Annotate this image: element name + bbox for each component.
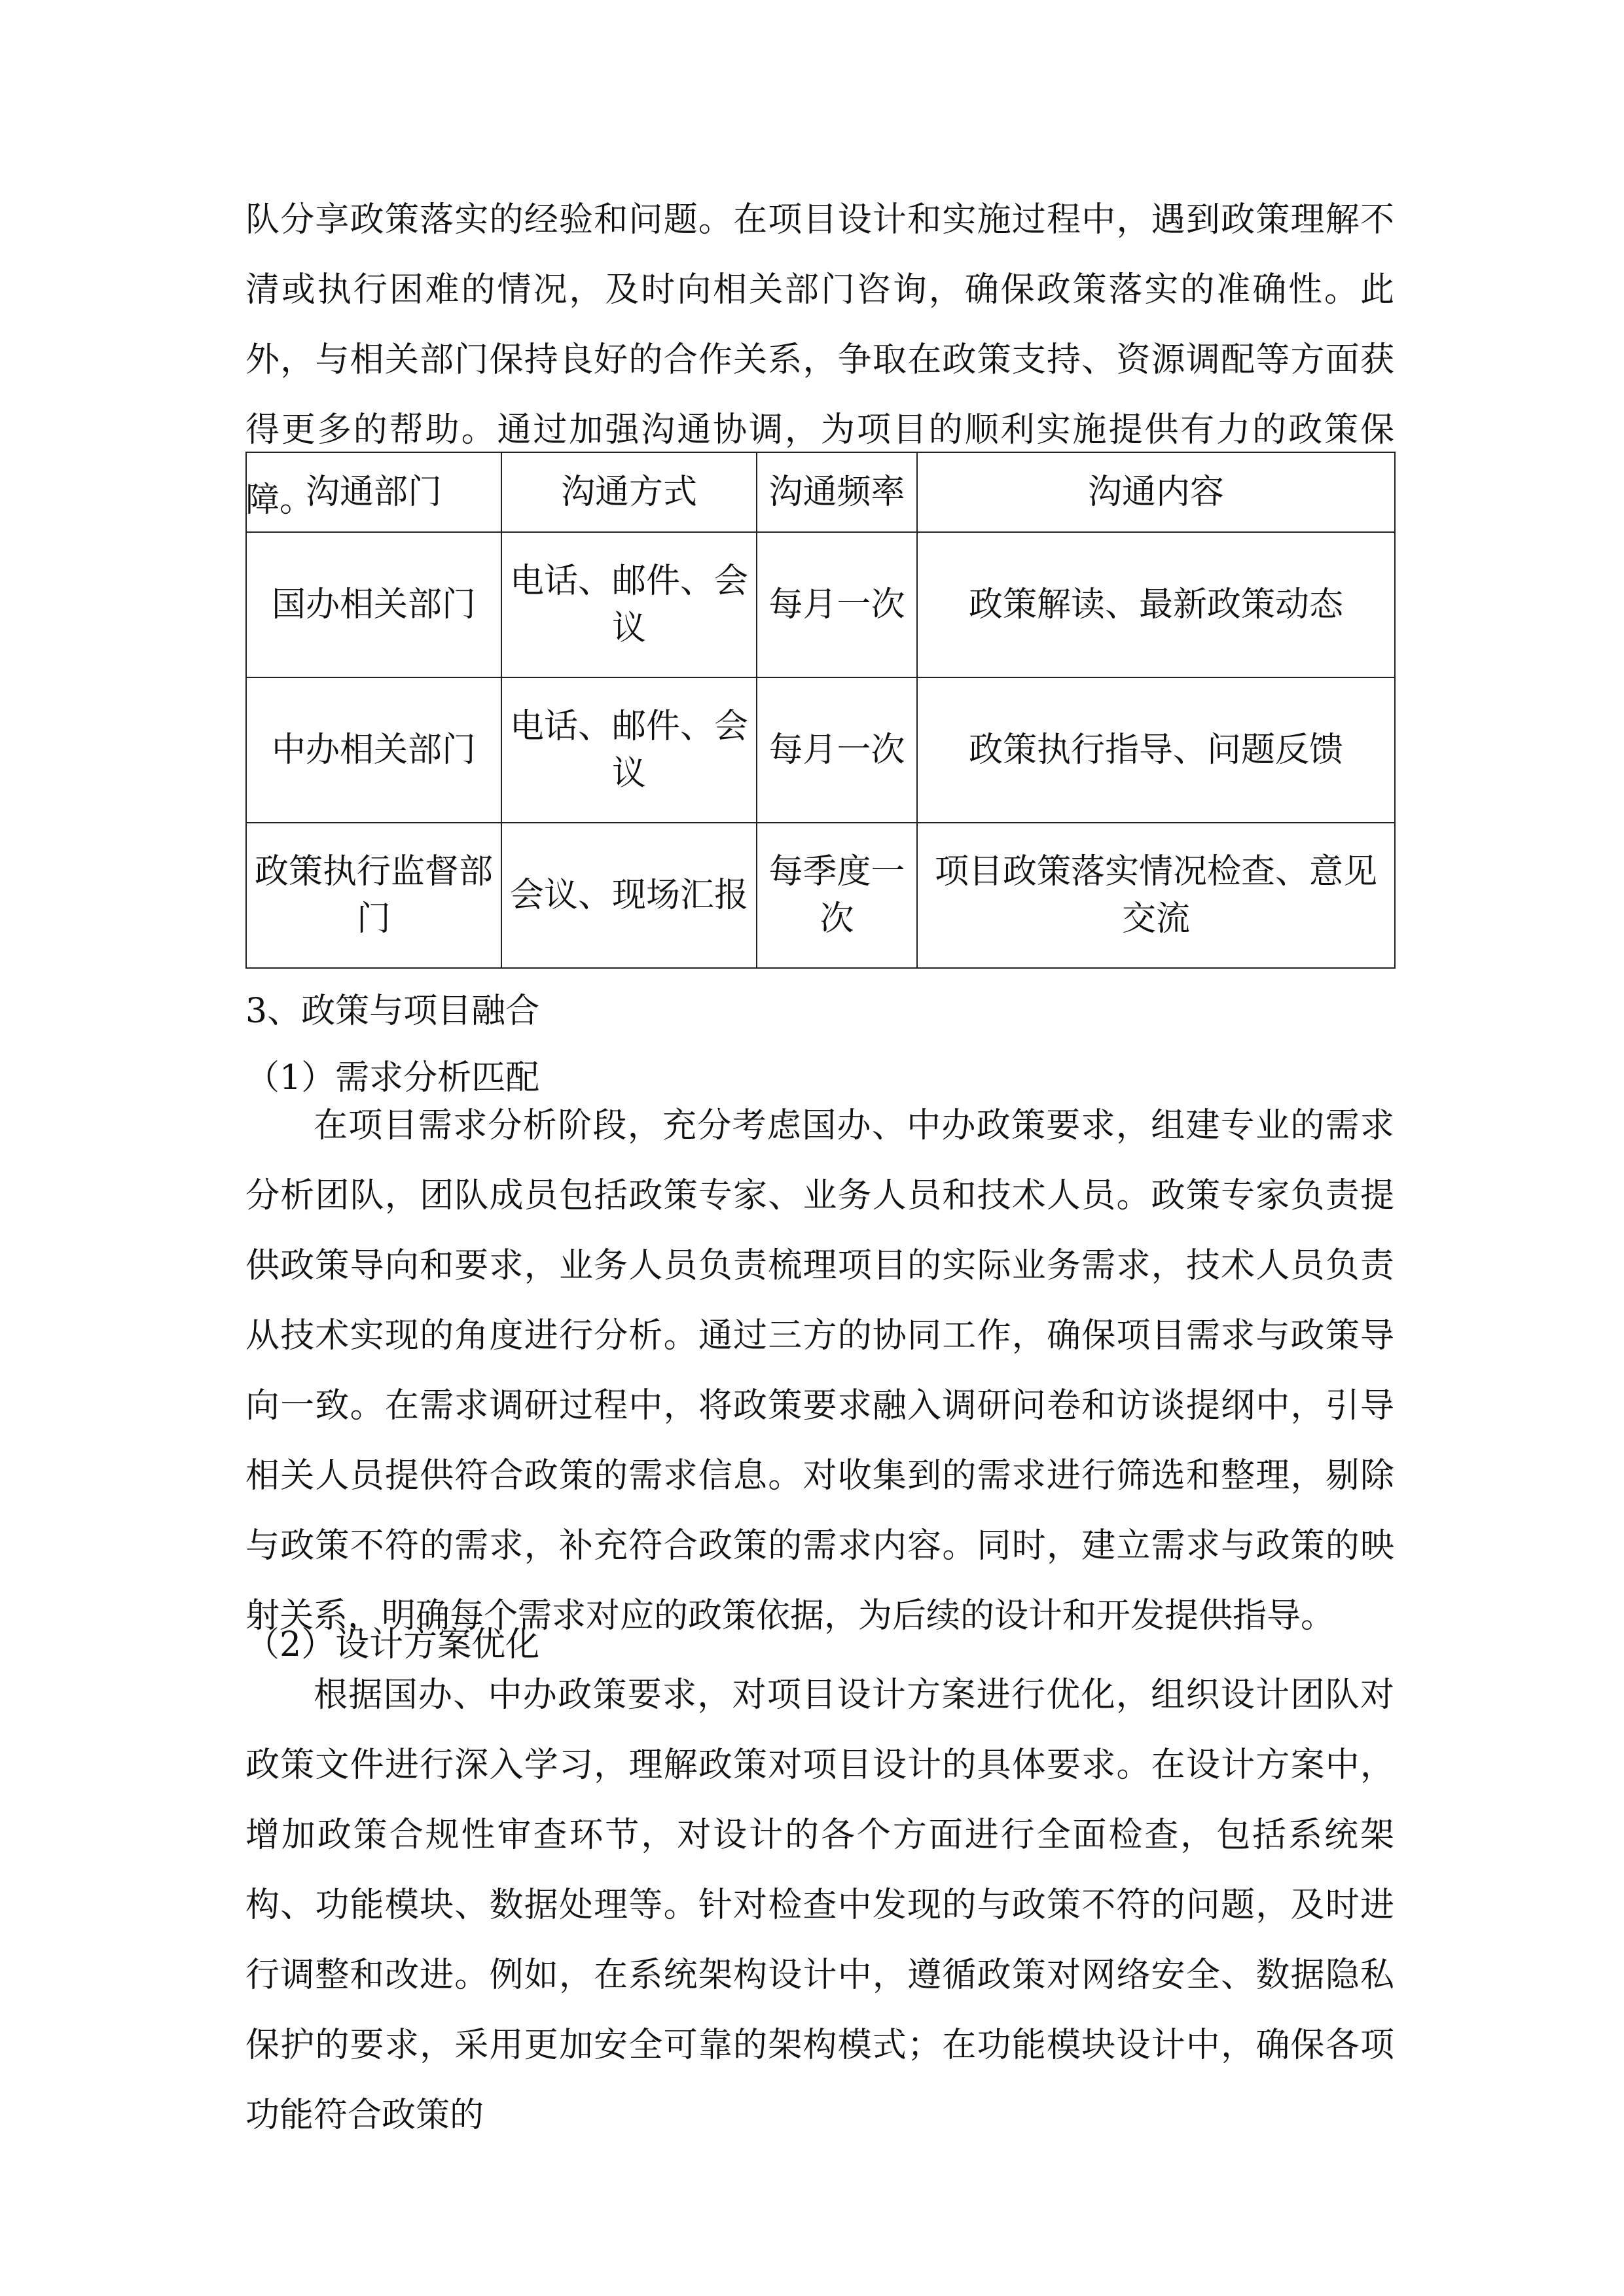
cell-content: 政策执行指导、问题反馈 bbox=[917, 677, 1395, 823]
subsection-1-paragraph: 在项目需求分析阶段，充分考虑国办、中办政策要求，组建专业的需求分析团队，团队成员包括政策专家、业务人员和技术人员。政策专家负责提供政策导向和要求，业务人员负责梳理项目的实际业务需求，技术人员负责从技术实现的角度进行分析。通过三方的协同工作，确保项目需求与政策导向一致。在需求调研过程中，将政策要求融入调研问卷和访谈提纲中，引导相关人员提供符合政策的需求信息。对收集到的需求进行筛选和整理，剔除与政策不符的需求，补充符合政策的需求内容。同时，建立需求与政策的映射关系，明确每个需求对应的政策依据，为后续的设计和开发提供指导。 bbox=[245, 1106, 1394, 1636]
cell-department: 国办相关部门 bbox=[246, 532, 501, 677]
cell-department: 中办相关部门 bbox=[246, 677, 501, 823]
table-header-row bbox=[246, 452, 1395, 532]
cell-frequency: 每月一次 bbox=[757, 677, 917, 823]
header-frequency: 沟通频率 bbox=[757, 452, 917, 532]
cell-content: 项目政策落实情况检查、意见交流 bbox=[917, 823, 1395, 968]
subsection-2-title: （2）设计方案优化 bbox=[245, 1625, 540, 1664]
cell-frequency: 每季度一次 bbox=[757, 823, 917, 968]
table-row bbox=[246, 677, 1395, 823]
communication-table bbox=[245, 452, 1396, 969]
table-row bbox=[246, 532, 1395, 677]
intro-paragraph: 队分享政策落实的经验和问题。在项目设计和实施过程中，遇到政策理解不清或执行困难的情况，及时向相关部门咨询，确保政策落实的准确性。此外，与相关部门保持良好的合作关系，争取在政策支持、资源调配等方面获得更多的帮助。通过加强沟通协调，为项目的顺利实施提供有力的政策保障。 bbox=[245, 200, 1394, 520]
table-row bbox=[246, 823, 1395, 968]
cell-method: 电话、邮件、会议 bbox=[501, 532, 757, 677]
section-3-title: 3、政策与项目融合 bbox=[245, 992, 540, 1031]
subsection-2-paragraph: 根据国办、中办政策要求，对项目设计方案进行优化，组织设计团队对政策文件进行深入学习，理解政策对项目设计的具体要求。在设计方案中，增加政策合规性审查环节，对设计的各个方面进行全面检查，包括系统架构、功能模块、数据处理等。针对检查中发现的与政策不符的问题，及时进行调整和改进。例如，在系统架构设计中，遵循政策对网络安全、数据隐私保护的要求，采用更加安全可靠的架构模式；在功能模块设计中，确保各项功能符合政策的 bbox=[245, 1676, 1394, 2135]
header-content: 沟通内容 bbox=[917, 452, 1395, 532]
cell-frequency: 每月一次 bbox=[757, 532, 917, 677]
cell-content: 政策解读、最新政策动态 bbox=[917, 532, 1395, 677]
subsection-1-title: （1）需求分析匹配 bbox=[245, 1058, 540, 1098]
cell-department: 政策执行监督部门 bbox=[246, 823, 501, 968]
cell-method: 电话、邮件、会议 bbox=[501, 677, 757, 823]
header-method: 沟通方式 bbox=[501, 452, 757, 532]
header-department: 沟通部门 bbox=[246, 452, 501, 532]
cell-method: 会议、现场汇报 bbox=[501, 823, 757, 968]
